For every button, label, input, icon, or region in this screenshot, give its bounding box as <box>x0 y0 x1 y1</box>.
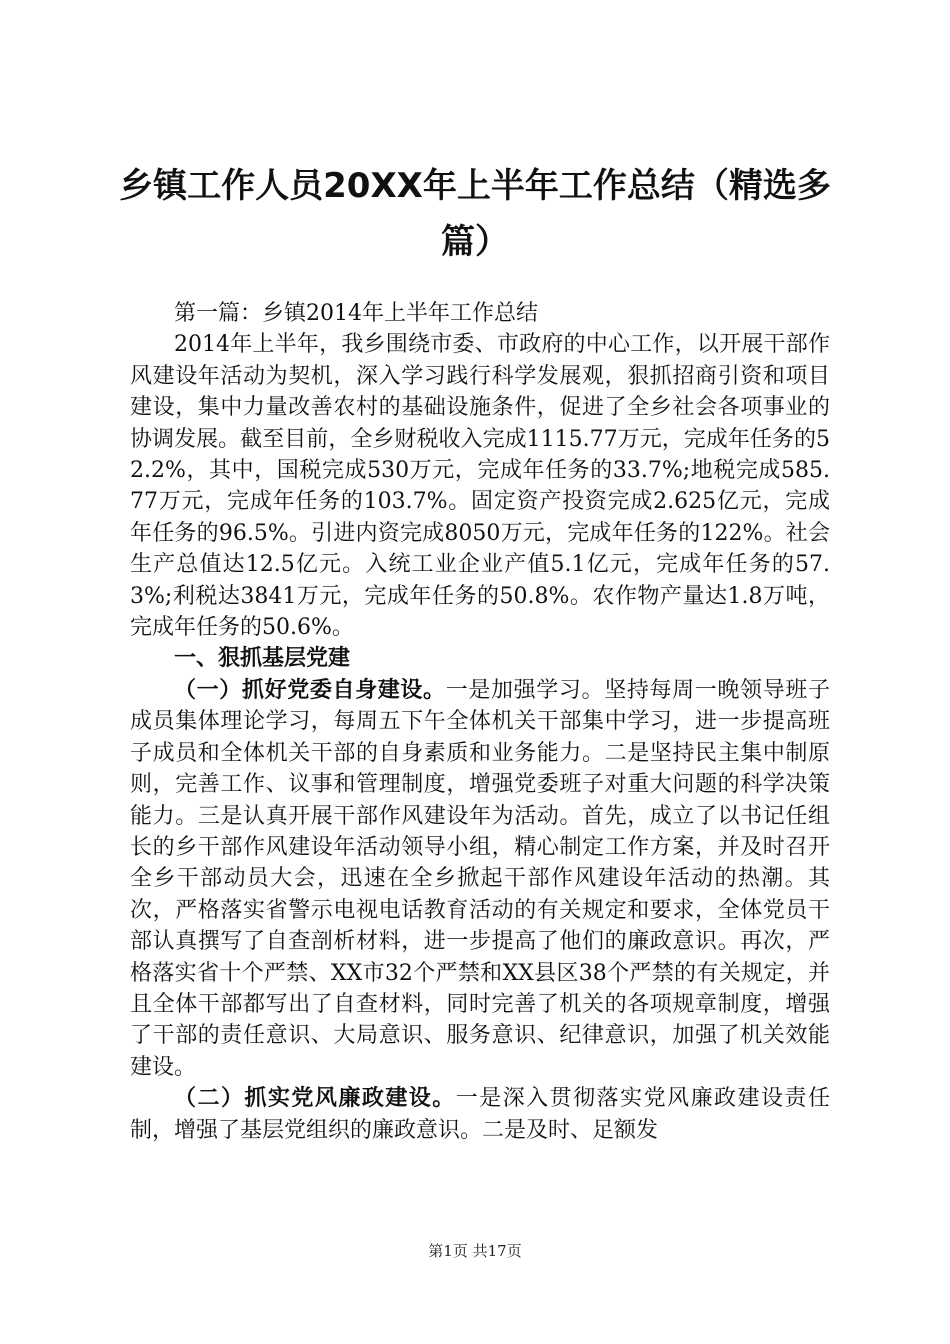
document-title: 乡镇工作人员20XX年上半年工作总结（精选多篇） <box>119 166 831 262</box>
subsection-text-1: 一是加强学习。坚持每周一晚领导班子成员集体理论学习，每周五下午全体机关干部集中学习，进一步提高班子成员和全体机关干部的自身素质和业务能力。二是坚持民主集中制原则，完善工作、议事和管理制度，增强党委班子对重大问题的科学决策能力。三是认真开展干部作风建设年为活动。首先，成立了以书记任组长的乡干部作风建设年活动领导小组，精心制定工作方案，并及时召开全乡干部动员大会，迅速在全乡掀起干部作风建设年活动的热潮。其次，严格落实省警示电视电话教育活动的有关规定和要求，全体党员干部认真撰写了自查剖析材料，进一步提高了他们的廉政意识。再次，严格落实省十个严禁、XX市32个严禁和XX县区38个严禁的有关规定，并且全体干部都写出了自查材料，同时完善了机关的各项规章制度，增强了干部的责任意识、大局意识、服务意识、纪律意识，加强了机关效能建设。 <box>130 677 830 1080</box>
intro-paragraph: 2014年上半年，我乡围绕市委、市政府的中心工作，以开展干部作风建设年活动为契机，深入学习践行科学发展观，狠抓招商引资和项目建设，集中力量改善农村的基础设施条件，促进了全乡社会各项事业的协调发展。截至目前，全乡财税收入完成1115.77万元，完成年任务的52.2%，其中，国税完成530万元，完成年任务的33.7%;地税完成585.77万元，完成年任务的103.7%。固定资产投资完成2.625亿元，完成年任务的96.5%。引进内资完成8050万元，完成年任务的122%。社会生产总值达12.5亿元。入统工业企业产值5.1亿元，完成年任务的57.3%;利税达3841万元，完成年任务的50.8%。农作物产量达1.8万吨，完成年任务的50.6%。 <box>130 332 830 641</box>
document-body <box>130 298 830 1146</box>
subsection-text-2: 一是深入贯彻落实党风廉政建设责任制，增强了基层党组织的廉政意识。二是及时、足额发 <box>130 1086 830 1143</box>
subsection-paragraph-2 <box>130 1083 830 1146</box>
subsection-heading-2: （二）抓实党风廉政建设。 <box>174 1086 456 1112</box>
subsection-heading-1: （一）抓好党委自身建设。 <box>174 677 446 703</box>
part-heading: 第一篇：乡镇2014年上半年工作总结 <box>174 301 538 326</box>
subsection-paragraph-1 <box>130 675 830 1083</box>
page-footer: 第1页 共17页 <box>428 1242 522 1260</box>
section-heading: 一、狠抓基层党建 <box>174 646 351 672</box>
